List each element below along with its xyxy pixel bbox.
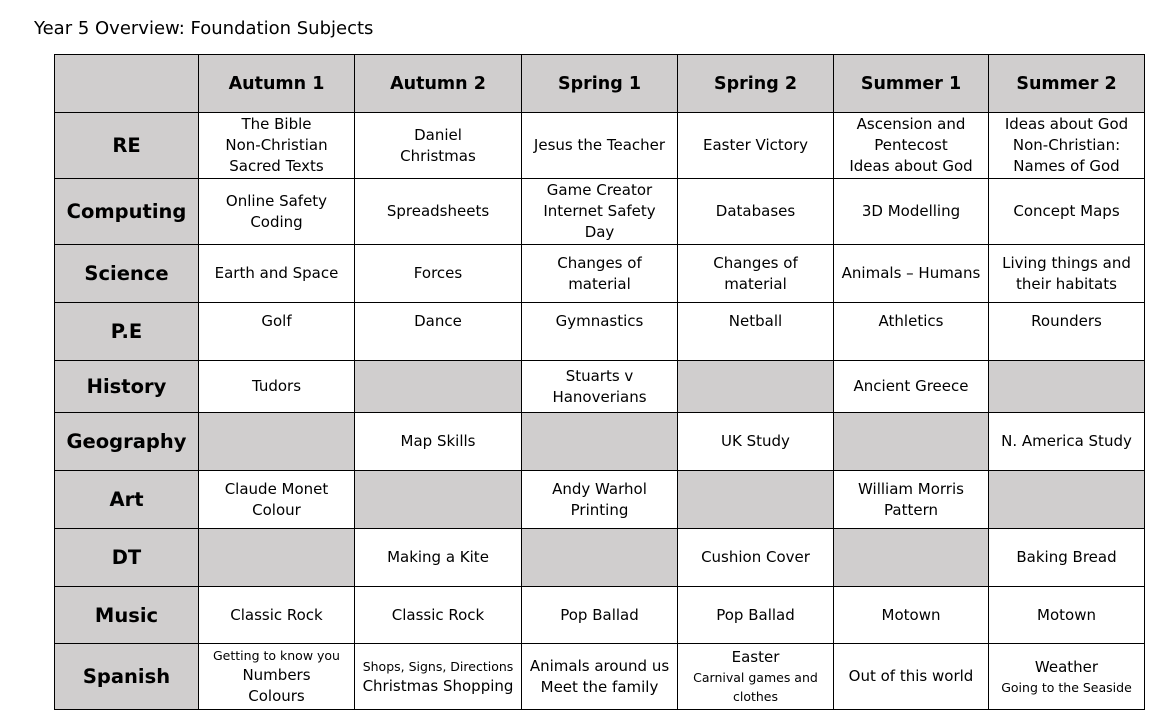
- topic-cell: [199, 587, 355, 644]
- topic-line: Out of this world: [848, 667, 974, 685]
- topic-line: N. America Study: [1001, 432, 1132, 450]
- topic-cell: [989, 113, 1145, 179]
- topic-cell: [355, 113, 522, 179]
- topic-line: Classic Rock: [230, 605, 323, 624]
- subject-row: [55, 471, 1145, 529]
- subject-row: [55, 113, 1145, 179]
- topic-cell: [355, 587, 522, 644]
- topic-line: Pentecost: [874, 136, 948, 154]
- topic-cell: [355, 303, 522, 361]
- topic-line: Internet Safety: [543, 202, 656, 220]
- topic-line: Pop Ballad: [716, 605, 795, 624]
- topic-line: Ideas about God: [849, 157, 973, 175]
- subject-label: Art: [55, 471, 199, 529]
- empty-cell: [355, 471, 522, 529]
- topic-line: Colours: [248, 687, 305, 705]
- document-title: Year 5 Overview: Foundation Subjects: [34, 18, 374, 39]
- topic-line: Sacred Texts: [229, 157, 324, 175]
- topic-line: Athletics: [878, 312, 944, 330]
- topic-line: The Bible: [241, 115, 312, 133]
- topic-line: Colour: [252, 500, 301, 519]
- topic-line: Numbers: [242, 666, 311, 684]
- table-body: [55, 113, 1145, 710]
- subject-label: Spanish: [55, 644, 199, 710]
- topic-line: Christmas Shopping: [362, 676, 514, 695]
- term-header: Spring 2: [678, 55, 834, 113]
- topic-line: Going to the Seaside: [1001, 679, 1132, 695]
- topic-line: Making a Kite: [387, 548, 489, 566]
- topic-cell: [355, 529, 522, 587]
- topic-cell: [678, 113, 834, 179]
- subject-row: [55, 303, 1145, 361]
- topic-cell: [355, 413, 522, 471]
- topic-cell: [199, 644, 355, 710]
- subject-row: [55, 245, 1145, 303]
- subject-label: RE: [55, 113, 199, 179]
- topic-line: Map Skills: [400, 432, 476, 450]
- empty-cell: [678, 471, 834, 529]
- topic-cell: [678, 644, 834, 710]
- topic-line: Animals around us: [529, 656, 670, 675]
- topic-line: Easter: [731, 648, 780, 666]
- term-header: Autumn 1: [199, 55, 355, 113]
- term-header: Spring 1: [522, 55, 678, 113]
- topic-cell: [989, 529, 1145, 587]
- topic-cell: [199, 361, 355, 413]
- topic-line: their habitats: [1016, 274, 1117, 293]
- topic-line: Motown: [881, 605, 941, 624]
- topic-cell: [834, 245, 989, 303]
- topic-line: 3D Modelling: [861, 202, 961, 220]
- topic-line: Ideas about God: [1004, 115, 1129, 133]
- topic-line: Daniel: [414, 125, 462, 144]
- topic-line: Names of God: [1013, 157, 1120, 175]
- topic-line: Spreadsheets: [386, 202, 490, 220]
- topic-cell: [199, 113, 355, 179]
- topic-line: Stuarts v: [565, 366, 634, 385]
- topic-line: William Morris: [858, 479, 964, 498]
- subject-label: History: [55, 361, 199, 413]
- topic-cell: [678, 529, 834, 587]
- topic-cell: [989, 413, 1145, 471]
- topic-line: material: [724, 274, 787, 293]
- topic-cell: [199, 179, 355, 245]
- topic-line: Motown: [1037, 605, 1096, 624]
- topic-line: Getting to know you: [213, 648, 340, 663]
- topic-line: Tudors: [251, 377, 302, 395]
- topic-line: Classic Rock: [391, 605, 485, 624]
- topic-line: Pattern: [884, 500, 938, 519]
- topic-line: Cushion Cover: [701, 548, 810, 566]
- topic-cell: [834, 644, 989, 710]
- overview-table: [54, 54, 1145, 710]
- topic-cell: [678, 303, 834, 361]
- topic-cell: [834, 471, 989, 529]
- topic-line: Game Creator: [546, 181, 653, 199]
- subject-row: [55, 179, 1145, 245]
- subject-label: Geography: [55, 413, 199, 471]
- topic-cell: [989, 644, 1145, 710]
- subject-label: Music: [55, 587, 199, 644]
- topic-cell: [199, 303, 355, 361]
- topic-line: Changes of: [713, 253, 798, 272]
- topic-line: Changes of: [557, 253, 642, 272]
- empty-cell: [355, 361, 522, 413]
- topic-cell: [989, 303, 1145, 361]
- topic-cell: [199, 471, 355, 529]
- topic-line: Animals – Humans: [841, 264, 981, 282]
- empty-cell: [678, 361, 834, 413]
- topic-cell: [522, 245, 678, 303]
- topic-cell: [522, 113, 678, 179]
- topic-cell: [989, 245, 1145, 303]
- term-header: Summer 2: [989, 55, 1145, 113]
- topic-line: Meet the family: [540, 677, 659, 696]
- topic-line: Hanoverians: [552, 387, 647, 406]
- empty-cell: [522, 529, 678, 587]
- subject-row: [55, 529, 1145, 587]
- header-row: [55, 55, 1145, 113]
- topic-line: Non-Christian: [225, 136, 328, 154]
- topic-cell: [355, 245, 522, 303]
- topic-cell: [522, 179, 678, 245]
- topic-line: Coding: [250, 212, 303, 231]
- subject-row: [55, 587, 1145, 644]
- subject-label: DT: [55, 529, 199, 587]
- topic-line: Ancient Greece: [853, 377, 969, 395]
- topic-line: Databases: [715, 202, 796, 220]
- topic-cell: [678, 413, 834, 471]
- topic-line: UK Study: [721, 432, 790, 450]
- topic-line: Shops, Signs, Directions: [362, 658, 514, 674]
- topic-line: Gymnastics: [555, 312, 644, 330]
- topic-line: material: [568, 274, 631, 293]
- topic-cell: [522, 471, 678, 529]
- term-header: Summer 1: [834, 55, 989, 113]
- topic-cell: [199, 245, 355, 303]
- topic-cell: [834, 361, 989, 413]
- subject-label: Science: [55, 245, 199, 303]
- topic-line: Pop Ballad: [560, 605, 639, 624]
- empty-cell: [834, 413, 989, 471]
- topic-cell: [678, 587, 834, 644]
- topic-line: Easter Victory: [703, 136, 808, 154]
- topic-line: Weather: [1034, 657, 1099, 676]
- topic-line: Forces: [413, 264, 463, 282]
- subject-label: Computing: [55, 179, 199, 245]
- subject-row: [55, 361, 1145, 413]
- empty-cell: [199, 529, 355, 587]
- topic-line: Printing: [570, 500, 629, 519]
- topic-line: Ascension and: [856, 115, 966, 133]
- topic-cell: [522, 361, 678, 413]
- topic-line: Golf: [261, 312, 292, 330]
- topic-cell: [834, 303, 989, 361]
- subject-label: P.E: [55, 303, 199, 361]
- topic-line: Living things and: [1002, 253, 1131, 272]
- term-header: Autumn 2: [355, 55, 522, 113]
- topic-line: clothes: [732, 689, 779, 704]
- topic-cell: [834, 587, 989, 644]
- topic-cell: [834, 113, 989, 179]
- topic-cell: [522, 644, 678, 710]
- topic-line: Netball: [728, 312, 783, 330]
- subject-row: [55, 644, 1145, 710]
- topic-line: Christmas: [400, 146, 476, 165]
- empty-cell: [834, 529, 989, 587]
- empty-cell: [989, 361, 1145, 413]
- subject-row: [55, 413, 1145, 471]
- topic-line: Claude Monet: [224, 479, 329, 498]
- topic-line: Rounders: [1031, 312, 1102, 330]
- topic-line: Concept Maps: [1013, 202, 1120, 220]
- topic-line: Carnival games and: [693, 670, 818, 685]
- topic-line: Day: [584, 223, 615, 241]
- topic-cell: [834, 179, 989, 245]
- topic-cell: [989, 587, 1145, 644]
- topic-cell: [355, 179, 522, 245]
- corner-cell: [55, 55, 199, 113]
- topic-cell: [522, 587, 678, 644]
- topic-cell: [678, 245, 834, 303]
- topic-line: Dance: [414, 312, 462, 330]
- topic-line: Baking Bread: [1016, 548, 1117, 566]
- topic-cell: [355, 644, 522, 710]
- empty-cell: [522, 413, 678, 471]
- topic-line: Earth and Space: [214, 264, 339, 282]
- topic-line: Andy Warhol: [552, 479, 647, 498]
- topic-line: Jesus the Teacher: [533, 136, 666, 154]
- topic-line: Online Safety: [225, 191, 328, 210]
- empty-cell: [199, 413, 355, 471]
- empty-cell: [989, 471, 1145, 529]
- topic-line: Non-Christian:: [1012, 136, 1121, 154]
- topic-cell: [678, 179, 834, 245]
- topic-cell: [989, 179, 1145, 245]
- topic-cell: [522, 303, 678, 361]
